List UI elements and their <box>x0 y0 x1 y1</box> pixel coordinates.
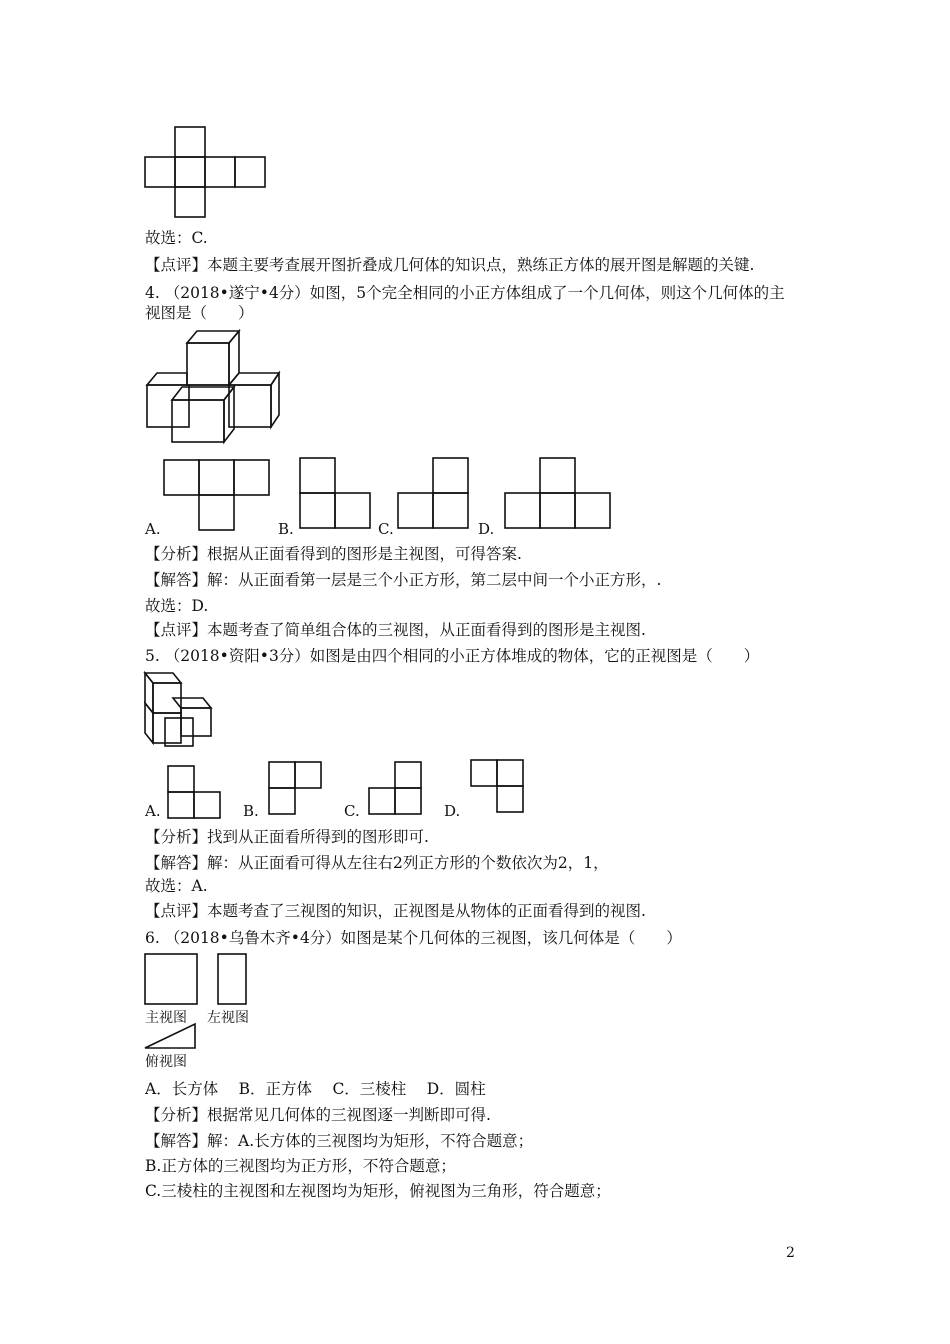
front-view-label: 主视图 <box>145 1010 187 1026</box>
q5-analysis: 【分析】找到从正面看所得到的图形即可. <box>145 828 429 846</box>
page-number: 2 <box>786 1245 795 1261</box>
q6-stem: 6. （2018•乌鲁木齐•4分）如图是某个几何体的三视图，该几何体是（ ） <box>145 929 682 947</box>
q5-option-a-figure <box>166 764 226 820</box>
q4-stem: 4. （2018•遂宁•4分）如图，5个完全相同的小正方体组成了一个几何体，则这个几何体的主 <box>145 284 785 302</box>
q3-answer: 故选：C. <box>145 229 208 247</box>
q6-analysis: 【分析】根据常见几何体的三视图逐一判断即可得. <box>145 1106 491 1124</box>
q5-answer: 故选：A. <box>145 877 208 895</box>
q4-option-c-label: C. <box>378 520 394 538</box>
q5-comment: 【点评】本题考查了三视图的知识，正视图是从物体的正面看得到的视图. <box>145 902 646 920</box>
q5-option-d-figure <box>469 758 529 814</box>
q6-top-view-figure <box>143 1022 199 1052</box>
q4-stem-cont: 视图是（ ） <box>145 304 254 322</box>
q4-option-b-figure <box>298 456 373 533</box>
q4-answer: 故选：D. <box>145 597 209 615</box>
q4-comment: 【点评】本题考查了简单组合体的三视图，从正面看得到的图形是主视图. <box>145 621 646 639</box>
q4-option-b-label: B. <box>278 520 294 538</box>
q5-option-b-figure <box>267 760 327 816</box>
q4-analysis: 【分析】根据从正面看得到的图形是主视图，可得答案. <box>145 545 522 563</box>
q3-comment: 【点评】本题主要考查展开图折叠成几何体的知识点，熟练正方体的展开图是解题的关键. <box>145 256 755 274</box>
top-view-label: 俯视图 <box>145 1054 187 1070</box>
q5-stem: 5. （2018•资阳•3分）如图是由四个相同的小正方体堆成的物体，它的正视图是（ ） <box>145 647 760 665</box>
q5-option-c-label: C. <box>344 802 360 820</box>
q5-option-b-label: B. <box>243 802 259 820</box>
q5-option-d-label: D. <box>444 802 461 820</box>
q6-front-view-figure <box>143 952 199 1006</box>
q6-left-view-figure <box>216 952 248 1006</box>
q5-solid-figure <box>140 668 220 753</box>
q6-choices: A．长方体 B．正方体 C．三棱柱 D．圆柱 <box>145 1080 486 1098</box>
left-view-label: 左视图 <box>207 1010 249 1026</box>
cube-net-figure <box>140 122 270 222</box>
q5-option-a-label: A. <box>145 802 161 820</box>
q5-solution: 【解答】解：从正面看可得从左往右2列正方形的个数依次为2，1， <box>145 854 609 872</box>
q4-option-d-label: D. <box>478 520 495 538</box>
q6-option-c-explanation: C.三棱柱的主视图和左视图均为矩形，俯视图为三角形，符合题意； <box>145 1182 611 1200</box>
q4-solid-figure <box>142 325 282 450</box>
q4-option-c-figure <box>396 456 471 533</box>
q6-solution: 【解答】解：A.长方体的三视图均为矩形，不符合题意； <box>145 1132 534 1150</box>
q4-option-a-label: A. <box>145 520 161 538</box>
q5-option-c-figure <box>367 760 427 816</box>
q4-option-d-figure <box>503 456 613 533</box>
q4-solution: 【解答】解：从正面看第一层是三个小正方形，第二层中间一个小正方形，. <box>145 571 662 589</box>
q4-option-a-figure <box>162 458 272 533</box>
q6-option-b-explanation: B.正方体的三视图均为正方形，不符合题意； <box>145 1157 456 1175</box>
